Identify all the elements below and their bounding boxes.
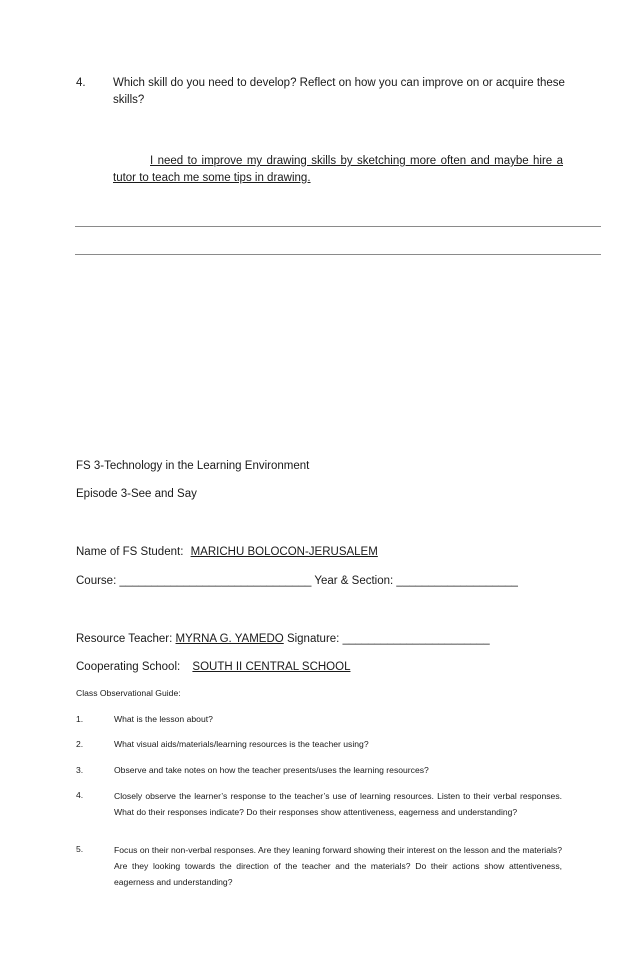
- course-title: FS 3-Technology in the Learning Environment: [76, 460, 310, 472]
- cooperating-school-label: Cooperating School:: [76, 661, 181, 673]
- guide-title: Class Observational Guide:: [76, 688, 181, 698]
- answer-line-1: [75, 226, 601, 227]
- question-4-number: 4.: [76, 77, 86, 89]
- guide-item-text: Closely observe the learner’s response to the teacher’s use of learning resources. Listen to their verbal responses. What do their responses indicate? Do their responses show attentiveness, eagerness and understanding?: [114, 791, 562, 817]
- signature-blank: _______________________: [342, 633, 490, 645]
- signature-label: Signature:: [286, 633, 340, 645]
- course-row: [76, 574, 518, 589]
- question-4-text: Which skill do you need to develop? Reflect on how you can improve on or acquire these skills?: [113, 77, 565, 106]
- student-name-row: [76, 545, 378, 560]
- question-4-answer: I need to improve my drawing skills by sketching more often and maybe hire a tutor to teach me some tips in drawing.: [113, 155, 563, 184]
- course-label: Course:: [76, 575, 117, 587]
- guide-item-text: Focus on their non-verbal responses. Are they leaning forward showing their interest on the lesson and the materials? Are they looking towards the direction of the teacher and the materials? Do their actions show attentiveness, eagerness and understanding?: [114, 845, 562, 887]
- guide-item-number: 2.: [76, 739, 84, 749]
- guide-item-text: Observe and take notes on how the teacher presents/uses the learning resources?: [114, 765, 429, 775]
- course-blank: ______________________________: [119, 575, 312, 587]
- answer-line-2: [75, 254, 601, 255]
- guide-item-text: What is the lesson about?: [114, 714, 213, 724]
- year-section-label: Year & Section:: [314, 575, 394, 587]
- resource-teacher-label: Resource Teacher:: [76, 633, 173, 645]
- episode-title: Episode 3-See and Say: [76, 488, 197, 500]
- guide-item-number: 5.: [76, 844, 84, 854]
- student-name-label: Name of FS Student:: [76, 546, 184, 558]
- student-name-value: MARICHU BOLOCON-JERUSALEM: [190, 546, 378, 558]
- guide-item-number: 4.: [76, 790, 84, 800]
- guide-item-text: What visual aids/materials/learning resources is the teacher using?: [114, 739, 369, 749]
- cooperating-school-value: SOUTH II CENTRAL SCHOOL: [192, 661, 351, 673]
- year-section-blank: ___________________: [396, 575, 518, 587]
- resource-teacher-row: [76, 632, 490, 647]
- cooperating-school-row: [76, 660, 350, 675]
- guide-item-number: 1.: [76, 714, 84, 724]
- guide-item-number: 3.: [76, 765, 84, 775]
- resource-teacher-value: MYRNA G. YAMEDO: [175, 633, 284, 645]
